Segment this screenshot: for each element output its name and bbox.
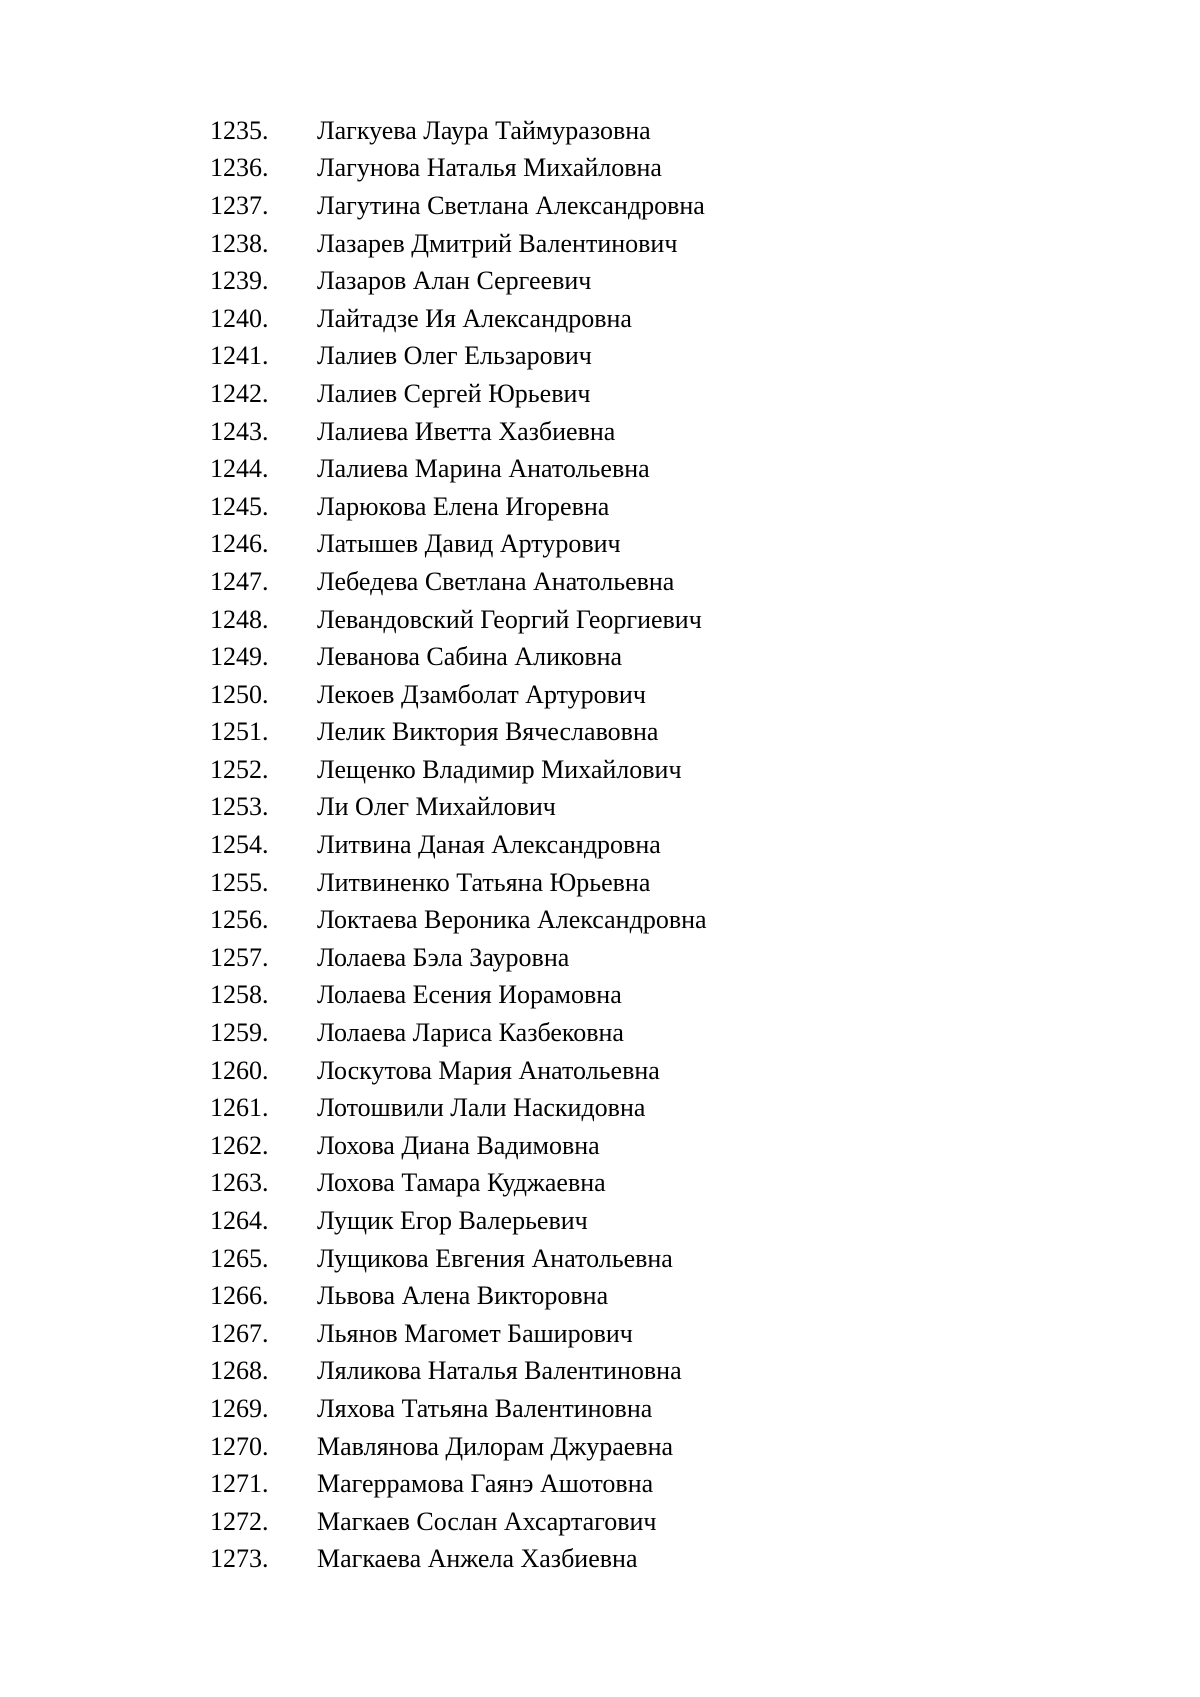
entry-number: 1255. — [210, 867, 269, 897]
list-item — [210, 1353, 707, 1391]
list-item — [210, 1240, 707, 1278]
entry-number: 1246. — [210, 529, 269, 559]
entry-number: 1249. — [210, 642, 269, 672]
entry-name: Латышев Давид Артурович — [317, 529, 621, 559]
entry-name: Лагутина Светлана Александровна — [317, 190, 705, 220]
entry-name: Лазаров Алан Сергеевич — [317, 266, 592, 296]
entry-number: 1264. — [210, 1206, 269, 1236]
entry-name: Мавлянова Дилорам Джураевна — [317, 1431, 674, 1461]
entry-name: Леванова Сабина Аликовна — [317, 642, 623, 672]
list-item — [210, 526, 707, 564]
entry-number: 1254. — [210, 830, 269, 860]
entry-number: 1267. — [210, 1318, 269, 1348]
entry-number: 1265. — [210, 1243, 269, 1273]
entry-number: 1241. — [210, 341, 269, 371]
list-item — [210, 1089, 707, 1127]
entry-name: Лоскутова Мария Анатольевна — [317, 1055, 660, 1085]
entry-name: Лалиев Олег Ельзарович — [317, 341, 592, 371]
list-item — [210, 112, 707, 150]
list-item — [210, 1052, 707, 1090]
entry-name: Ляхова Татьяна Валентиновна — [317, 1393, 653, 1423]
entry-number: 1250. — [210, 679, 269, 709]
entry-number: 1272. — [210, 1506, 269, 1536]
list-item — [210, 676, 707, 714]
entry-name: Лалиева Иветта Хазбиевна — [317, 416, 616, 446]
entry-number: 1259. — [210, 1018, 269, 1048]
entry-number: 1237. — [210, 190, 269, 220]
entry-number: 1269. — [210, 1393, 269, 1423]
entry-number: 1239. — [210, 266, 269, 296]
entry-name: Лохова Диана Вадимовна — [317, 1130, 600, 1160]
entry-name: Ли Олег Михайлович — [317, 792, 556, 822]
entry-number: 1245. — [210, 491, 269, 521]
list-item — [210, 488, 707, 526]
entry-number: 1236. — [210, 153, 269, 183]
entry-name: Лагунова Наталья Михайловна — [317, 153, 662, 183]
entry-number: 1244. — [210, 454, 269, 484]
entry-number: 1270. — [210, 1431, 269, 1461]
entry-name: Локтаева Вероника Александровна — [317, 905, 707, 935]
list-item — [210, 1428, 707, 1466]
list-item — [210, 1390, 707, 1428]
entry-name: Лайтадзе Ия Александровна — [317, 303, 632, 333]
list-item — [210, 187, 707, 225]
list-item — [210, 789, 707, 827]
entry-number: 1252. — [210, 754, 269, 784]
entry-name: Льянов Магомет Баширович — [317, 1318, 633, 1348]
list-item — [210, 1127, 707, 1165]
entry-name: Лебедева Светлана Анатольевна — [317, 566, 675, 596]
entry-name: Лелик Виктория Вячеславовна — [317, 717, 659, 747]
entry-name: Лолаева Лариса Казбековна — [317, 1018, 624, 1048]
entry-name: Магеррамова Гаянэ Ашотовна — [317, 1469, 654, 1499]
entry-name: Лущикова Евгения Анатольевна — [317, 1243, 673, 1273]
list-item — [210, 1165, 707, 1203]
list-item — [210, 714, 707, 752]
entry-number: 1247. — [210, 566, 269, 596]
entry-name: Лохова Тамара Куджаевна — [317, 1168, 606, 1198]
entry-number: 1256. — [210, 905, 269, 935]
list-item — [210, 450, 707, 488]
list-item — [210, 1503, 707, 1541]
list-item — [210, 1315, 707, 1353]
entry-number: 1240. — [210, 303, 269, 333]
entry-number: 1243. — [210, 416, 269, 446]
list-item — [210, 939, 707, 977]
entry-number: 1260. — [210, 1055, 269, 1085]
entry-name: Лекоев Дзамболат Артурович — [317, 679, 646, 709]
list-item — [210, 601, 707, 639]
entry-number: 1251. — [210, 717, 269, 747]
list-item — [210, 262, 707, 300]
entry-name: Литвина Даная Александровна — [317, 830, 661, 860]
list-item — [210, 300, 707, 338]
entry-number: 1248. — [210, 604, 269, 634]
list-item — [210, 1202, 707, 1240]
entry-number: 1273. — [210, 1544, 269, 1574]
entry-name: Лущик Егор Валерьевич — [317, 1206, 588, 1236]
entry-name: Магкаева Анжела Хазбиевна — [317, 1544, 638, 1574]
entry-number: 1268. — [210, 1356, 269, 1386]
list-item — [210, 751, 707, 789]
list-item — [210, 413, 707, 451]
entry-number: 1242. — [210, 378, 269, 408]
entry-name: Левандовский Георгий Георгиевич — [317, 604, 702, 634]
entry-number: 1253. — [210, 792, 269, 822]
entry-number: 1271. — [210, 1469, 269, 1499]
list-item — [210, 1541, 707, 1579]
list-item — [210, 150, 707, 188]
list-item — [210, 638, 707, 676]
entry-name: Лолаева Бэла Зауровна — [317, 942, 570, 972]
list-item — [210, 977, 707, 1015]
entry-name: Ляликова Наталья Валентиновна — [317, 1356, 682, 1386]
entry-name: Ларюкова Елена Игоревна — [317, 491, 610, 521]
entry-name: Магкаев Сослан Ахсартагович — [317, 1506, 657, 1536]
entry-name: Лотошвили Лали Наскидовна — [317, 1093, 646, 1123]
entry-number: 1257. — [210, 942, 269, 972]
entry-name: Лалиев Сергей Юрьевич — [317, 378, 591, 408]
list-item — [210, 826, 707, 864]
entry-number: 1261. — [210, 1093, 269, 1123]
numbered-name-list — [210, 112, 707, 1578]
entry-name: Лолаева Есения Иорамовна — [317, 980, 622, 1010]
list-item — [210, 901, 707, 939]
list-item — [210, 864, 707, 902]
list-item — [210, 225, 707, 263]
entry-name: Лещенко Владимир Михайлович — [317, 754, 682, 784]
entry-number: 1235. — [210, 115, 269, 145]
list-item — [210, 1277, 707, 1315]
entry-number: 1266. — [210, 1281, 269, 1311]
entry-number: 1258. — [210, 980, 269, 1010]
entry-name: Лалиева Марина Анатольевна — [317, 454, 650, 484]
entry-name: Лазарев Дмитрий Валентинович — [317, 228, 678, 258]
entry-number: 1263. — [210, 1168, 269, 1198]
list-item — [210, 1465, 707, 1503]
entry-number: 1238. — [210, 228, 269, 258]
entry-number: 1262. — [210, 1130, 269, 1160]
entry-name: Литвиненко Татьяна Юрьевна — [317, 867, 651, 897]
list-item — [210, 563, 707, 601]
entry-name: Лагкуева Лаура Таймуразовна — [317, 115, 651, 145]
list-item — [210, 1014, 707, 1052]
list-item — [210, 338, 707, 376]
entry-name: Львова Алена Викторовна — [317, 1281, 609, 1311]
list-item — [210, 375, 707, 413]
